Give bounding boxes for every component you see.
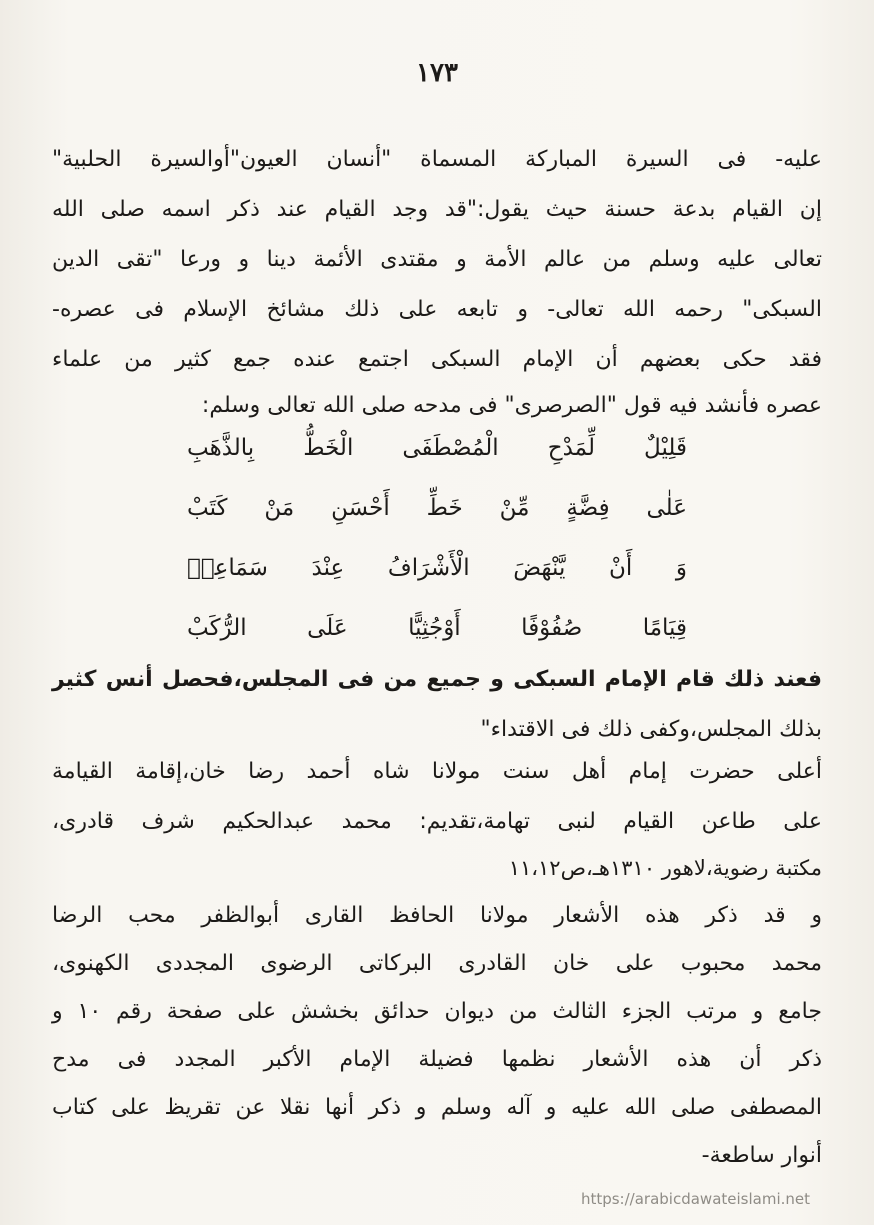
verse-text: وَ أَنْ يَّنْهَضَ الْأَشْرَافُ عِنْدَ سَمَاعِهٖ xyxy=(187,555,687,581)
text-line: عصره فأنشد فيه قول "الصرصرى" فى مدحه صلى الله تعالى وسلم: xyxy=(201,393,822,418)
text-line: بذلك المجلس،وكفى ذلك فى الاقتداء" xyxy=(480,717,822,742)
text-line: ذكر أن هذه الأشعار نظمها فضيلة الإمام الأكبر المجدد فى مدح xyxy=(52,1047,822,1072)
text-line: السبكى" رحمه الله تعالى- و تابعه على ذلك مشائخ الإسلام فى عصره- xyxy=(52,297,822,322)
source-url: https://arabicdawateislami.net xyxy=(580,1190,810,1208)
verse-text: قَلِيْلٌ لِّمَدْحِ الْمُصْطَفَى الْخَطُّ بِالذَّهَبِ xyxy=(187,435,687,461)
verse-line xyxy=(52,428,822,468)
text-line: عليه- فى السيرة المباركة المسماة "أنسان العيون"أوالسيرة الحلبية" xyxy=(52,147,822,172)
verse-text: عَلٰى فِضَّةٍ مِّنْ خَطِّ أَحْسَنِ مَنْ كَتَبْ xyxy=(187,495,687,521)
verse-line xyxy=(52,488,822,528)
text-line: تعالى عليه وسلم من عالم الأمة و مقتدى الأئمة دينا و ورعا "تقى الدين xyxy=(52,247,822,272)
text-line: جامع و مرتب الجزء الثالث من ديوان حدائق بخشش على صفحة رقم ١٠ و xyxy=(52,999,822,1024)
text-line: فعند ذلك قام الإمام السبكى و جميع من فى المجلس،فحصل أنس كثير xyxy=(52,667,822,692)
text-line: على طاعن القيام لنبى تهامة،تقديم: محمد عبدالحكيم شرف قادرى، xyxy=(52,809,822,834)
text-line: و قد ذكر هذه الأشعار مولانا الحافظ القارى أبوالظفر محب الرضا xyxy=(52,903,822,928)
verse-line xyxy=(52,548,822,588)
text-line: أعلى حضرت إمام أهل سنت مولانا شاه أحمد رضا خان،إقامة القيامة xyxy=(52,759,822,784)
verse-text: قِيَامًا صُفُوْفًا أَوْجُثِيًّا عَلَى الرُّكَبْ xyxy=(187,615,687,641)
page-number: ١٧٣ xyxy=(416,58,458,88)
text-line: محمد محبوب على خان القادرى البركاتى الرضوى المجددى الكهنوى، xyxy=(52,951,822,976)
text-line: مكتبة رضوية،لاهور ١٣١٠هـ،ص١١،١٢ xyxy=(508,856,822,880)
text-line: إن القيام بدعة حسنة حيث يقول:"قد وجد القيام عند ذكر اسمه صلى الله xyxy=(52,197,822,222)
text-line: أنوار ساطعة- xyxy=(701,1143,822,1168)
verse-line xyxy=(52,608,822,648)
text-line: فقد حكى بعضهم أن الإمام السبكى اجتمع عنده جمع كثير من علماء xyxy=(52,347,822,372)
text-line: المصطفى صلى الله عليه و آله وسلم و ذكر أنها نقلا عن تقريظ على كتاب xyxy=(52,1095,822,1120)
